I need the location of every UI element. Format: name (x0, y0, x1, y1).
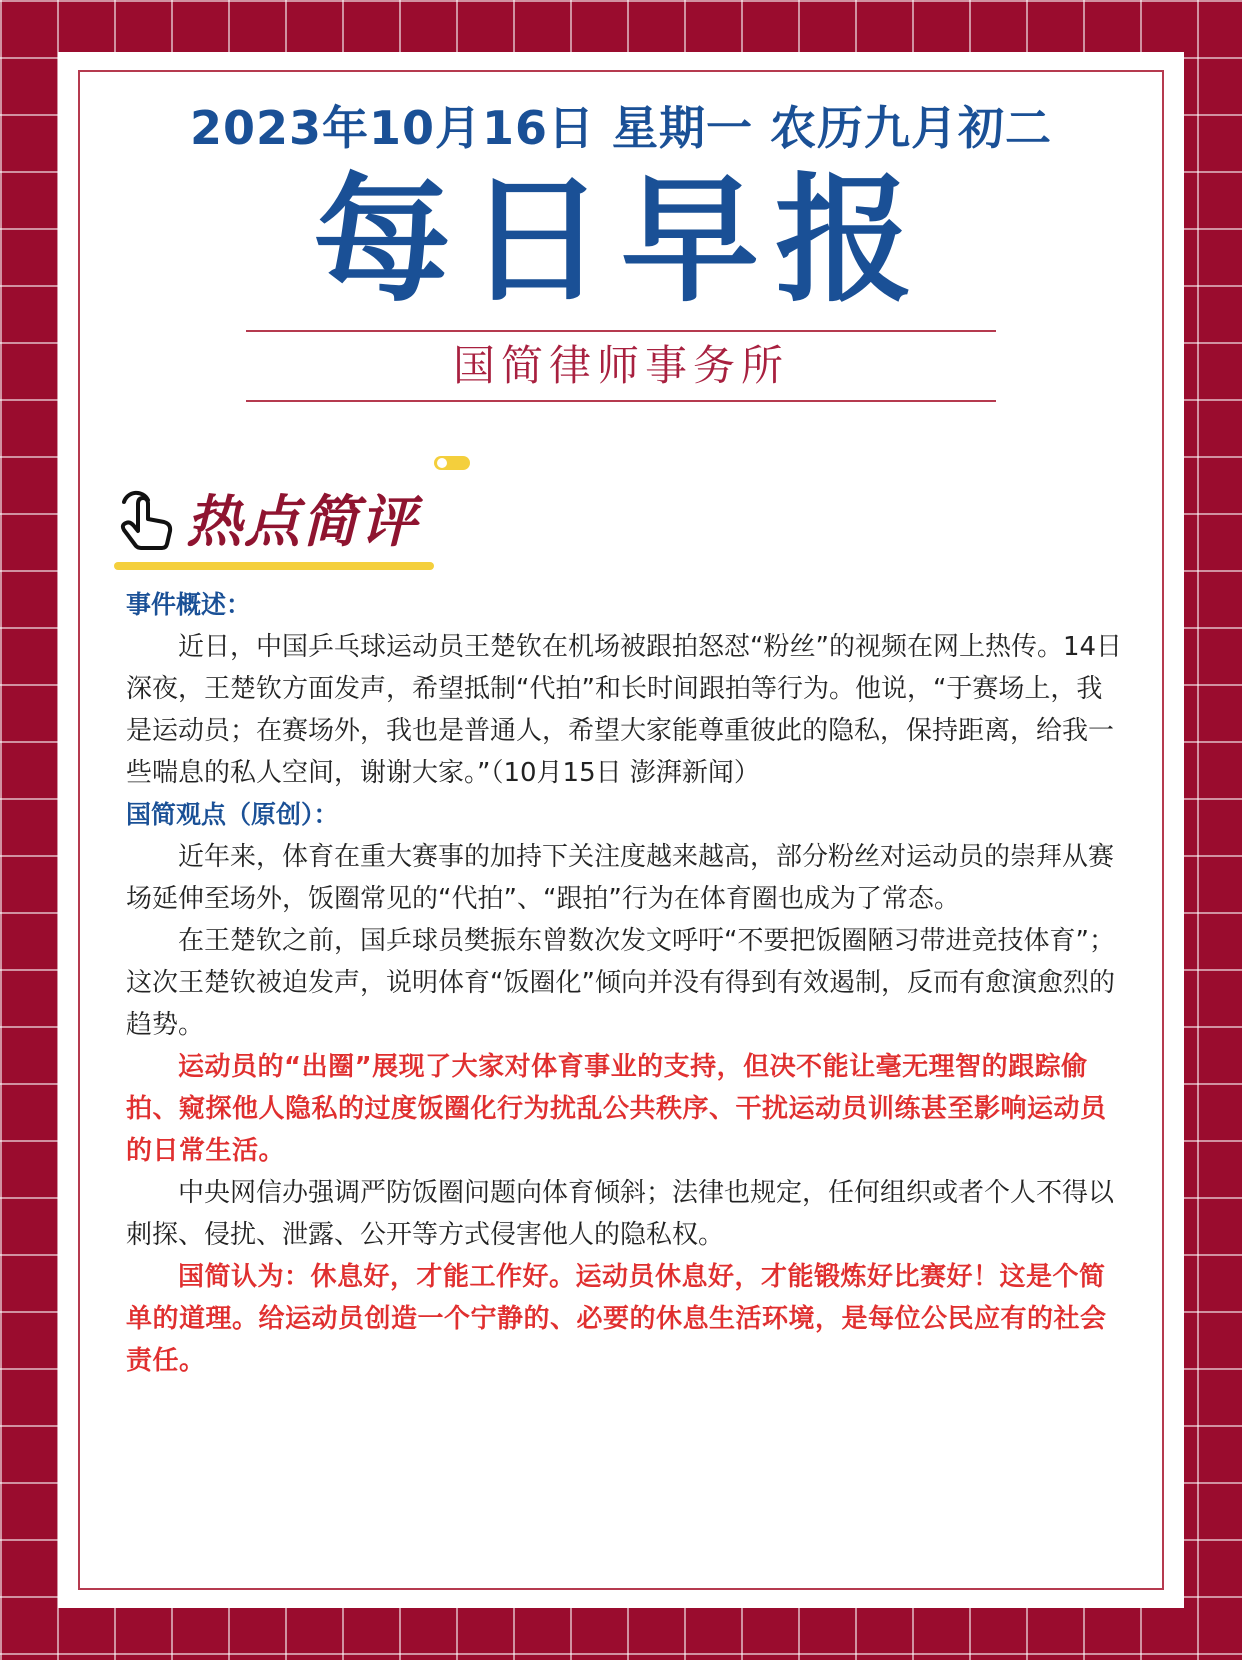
event-summary-text: 近日，中国乒乓球运动员王楚钦在机场被跟拍怒怼“粉丝”的视频在网上热传。14日深夜，王楚钦方面发声，希望抵制“代拍”和长时间跟拍等行为。他说，“于赛场上，我是运动员；在赛场外，我也是普通人，希望大家能尊重彼此的隐私，保持距离，给我一些喘息的私人空间，谢谢大家。”（10月15日 澎湃新闻） (126, 632, 1123, 788)
divider-bottom (246, 400, 996, 402)
toggle-decoration (434, 456, 470, 470)
divider-top (246, 330, 996, 332)
section-header (114, 452, 434, 572)
opinion-paragraph-1: 近年来，体育在重大赛事的加持下关注度越来越高，部分粉丝对运动员的崇拜从赛场延伸至场外，饭圈常见的“代拍”、“跟拍”行为在体育圈也成为了常态。 (126, 842, 1115, 914)
opinion-paragraph-3: 中央网信办强调严防饭圈问题向体育倾斜；法律也规定，任何组织或者个人不得以刺探、侵扰、泄露、公开等方式侵害他人的隐私权。 (126, 1178, 1115, 1250)
highlight-paragraph-1: 运动员的“出圈”展现了大家对体育事业的支持，但决不能让毫无理智的跟踪偷拍、窥探他人隐私的过度饭圈化行为扰乱公共秩序、干扰运动员训练甚至影响运动员的日常生活。 (126, 1052, 1107, 1166)
article-body (126, 584, 1126, 1382)
event-summary-label: 事件概述： (126, 590, 252, 619)
page-title: 每日早报 (312, 160, 929, 321)
date-line: 2023年10月16日 星期一 农历九月初二 (189, 101, 1053, 155)
hand-tap-icon (114, 484, 178, 554)
opinion-label: 国简观点（原创）： (126, 800, 339, 829)
opinion-paragraph-2: 在王楚钦之前，国乒球员樊振东曾数次发文呼吁“不要把饭圈陋习带进竞技体育”；这次王楚钦被迫发声，说明体育“饭圈化”倾向并没有得到有效遏制，反而有愈演愈烈的趋势。 (126, 926, 1115, 1040)
firm-name: 国简律师事务所 (452, 341, 789, 390)
section-title: 热点简评 (186, 490, 418, 555)
poster-card (58, 52, 1184, 1608)
highlight-paragraph-2: 国简认为：休息好，才能工作好。运动员休息好，才能锻炼好比赛好！这是个简单的道理。给运动员创造一个宁静的、必要的休息生活环境，是每位公民应有的社会责任。 (126, 1262, 1107, 1376)
section-underline (114, 562, 434, 570)
